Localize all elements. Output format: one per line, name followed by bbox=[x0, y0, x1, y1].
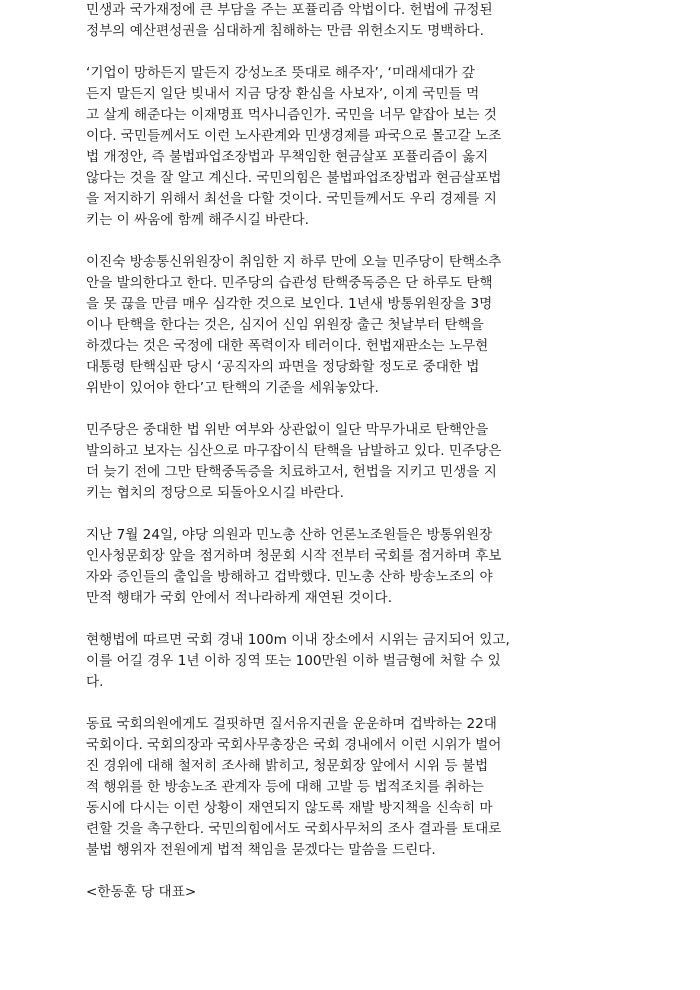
text-line: 인사청문회장 앞을 점거하며 청문회 시작 전부터 국회를 점거하며 후보 bbox=[86, 548, 502, 564]
text-line: 적 행위를 한 방송노조 관계자 등에 대해 고발 등 법적조치를 취하는 bbox=[86, 779, 484, 795]
text-line: 다. bbox=[86, 674, 104, 690]
text-line: 민주당은 중대한 법 위반 여부와 상관없이 일단 막무가내로 탄핵안을 bbox=[86, 422, 489, 438]
signature: <한동훈 당 대표> bbox=[86, 884, 197, 900]
text-line: 안을 발의한다고 한다. 민주당의 습관성 탄핵중독증은 단 하루도 탄핵 bbox=[86, 275, 493, 291]
text-line: 하겠다는 것은 국정에 대한 폭력이자 테러이다. 헌법재판소는 노무현 bbox=[86, 338, 489, 354]
paragraph-gap bbox=[86, 231, 612, 252]
text-line: 위반이 있어야 한다’고 탄핵의 기준을 세워놓았다. bbox=[86, 380, 379, 396]
text-line: 키는 이 싸움에 함께 해주시길 바란다. bbox=[86, 212, 309, 228]
paragraph bbox=[86, 525, 612, 609]
text-line: 이다. 국민들께서도 이런 노사관계와 민생경제를 파국으로 몰고갈 노조 bbox=[86, 128, 502, 144]
text-line: ‘기업이 망하든지 말든지 강성노조 뜻대로 해주자’, ‘미래세대가 갚 bbox=[86, 65, 475, 81]
paragraph-gap bbox=[86, 42, 612, 63]
paragraph bbox=[86, 420, 612, 504]
text-line: 이를 어길 경우 1년 이하 징역 또는 100만원 이하 벌금형에 처할 수 있 bbox=[86, 653, 501, 669]
paragraph-gap bbox=[86, 609, 612, 630]
paragraph-gap bbox=[86, 399, 612, 420]
text-line: 지난 7월 24일, 야당 의원과 민노총 산하 언론노조원들은 방통위원장 bbox=[86, 527, 493, 543]
text-line: 민생과 국가재정에 큰 부담을 주는 포퓰리즘 악법이다. 헌법에 규정된 bbox=[86, 2, 493, 18]
text-line: 자와 증인들의 출입을 방해하고 겁박했다. 민노총 산하 방송노조의 야 bbox=[86, 569, 493, 585]
text-line: 만적 행태가 국회 안에서 적나라하게 재연된 것이다. bbox=[86, 590, 393, 606]
text-line: 련할 것을 촉구한다. 국민의힘에서도 국회사무처의 조사 결과를 토대로 bbox=[86, 821, 502, 837]
paragraph-gap bbox=[86, 693, 612, 714]
text-line: 고 살게 해준다는 이재명표 먹사니즘인가. 국민을 너무 얕잡아 보는 것 bbox=[86, 107, 497, 123]
text-line: 법 개정안, 즉 불법파업조장법과 무책임한 현금살포 포퓰리즘이 옳지 bbox=[86, 149, 489, 165]
text-line: 대통령 탄핵심판 당시 ‘공직자의 파면을 정당화할 정도로 중대한 법 bbox=[86, 359, 480, 375]
text-line: 을 저지하기 위해서 최선을 다할 것이다. 국민들께서도 우리 경제를 지 bbox=[86, 191, 497, 207]
text-line: 을 못 끊을 만큼 매우 심각한 것으로 보인다. 1년새 방통위원장을 3명 bbox=[86, 296, 493, 312]
text-line: 든지 말든지 일단 빚내서 지금 당장 환심을 사보자’, 이게 국민들 먹 bbox=[86, 86, 480, 102]
text-line: 이나 탄핵을 한다는 것은, 심지어 신임 위원장 출근 첫날부터 탄핵을 bbox=[86, 317, 484, 333]
text-line: 더 늦기 전에 그만 탄핵중독증을 치료하고서, 헌법을 지키고 민생을 지 bbox=[86, 464, 497, 480]
text-line: 진 경위에 대해 철저히 조사해 밝히고, 청문회장 앞에서 시위 등 불법 bbox=[86, 758, 489, 774]
document-body bbox=[86, 0, 612, 903]
text-line: 이진숙 방송통신위원장이 취임한 지 하루 만에 오늘 민주당이 탄핵소추 bbox=[86, 254, 502, 270]
paragraph bbox=[86, 630, 612, 693]
paragraph-gap bbox=[86, 504, 612, 525]
text-line: 동료 국회의원에게도 걸핏하면 질서유지권을 운운하며 겁박하는 22대 bbox=[86, 716, 497, 732]
text-line: 국회이다. 국회의장과 국회사무총장은 국회 경내에서 이런 시위가 벌어 bbox=[86, 737, 502, 753]
paragraph-gap bbox=[86, 861, 612, 882]
text-line: 정부의 예산편성권을 심대하게 침해하는 만큼 위헌소지도 명백하다. bbox=[86, 23, 484, 39]
paragraph bbox=[86, 714, 612, 861]
paragraph bbox=[86, 63, 612, 231]
paragraph bbox=[86, 252, 612, 399]
text-line: 않다는 것을 잘 알고 계신다. 국민의힘은 불법파업조장법과 현금살포법 bbox=[86, 170, 502, 186]
text-line: 키는 협치의 정당으로 되돌아오시길 바란다. bbox=[86, 485, 344, 501]
paragraph bbox=[86, 0, 612, 42]
text-line: 동시에 다시는 이런 상황이 재연되지 않도록 재발 방지책을 신속히 마 bbox=[86, 800, 493, 816]
text-line: 현행법에 따르면 국회 경내 100m 이내 장소에서 시위는 금지되어 있고, bbox=[86, 632, 510, 648]
text-line: 발의하고 보자는 심산으로 마구잡이식 탄핵을 남발하고 있다. 민주당은 bbox=[86, 443, 502, 459]
text-line: 불법 행위자 전원에게 법적 책임을 묻겠다는 말씀을 드린다. bbox=[86, 842, 436, 858]
